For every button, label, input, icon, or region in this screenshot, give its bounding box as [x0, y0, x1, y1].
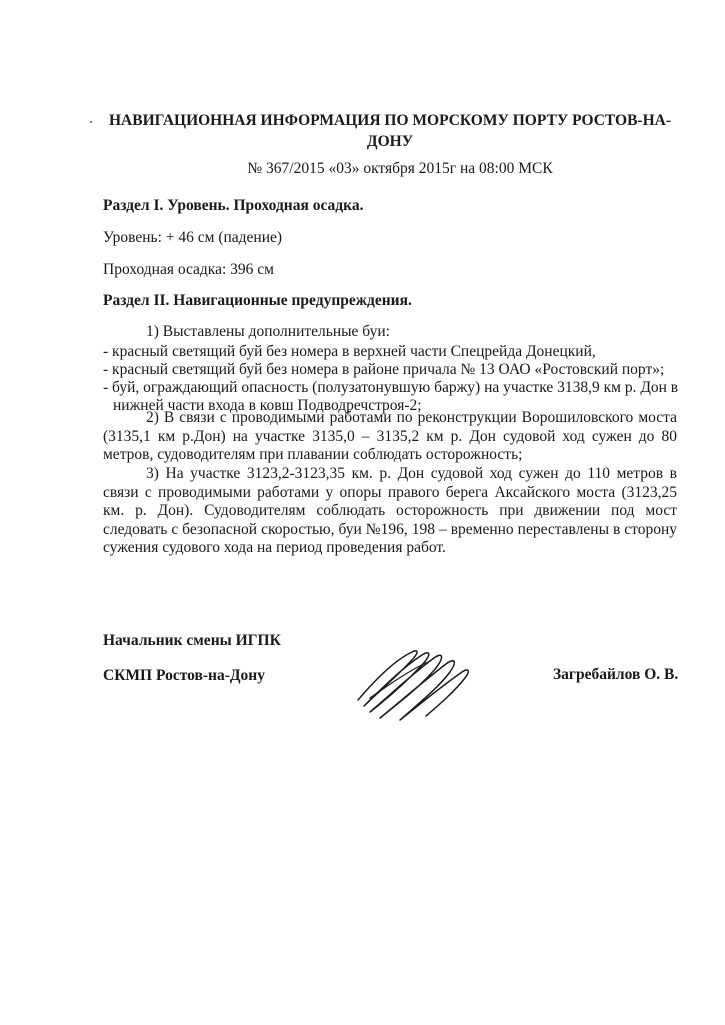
scan-speck	[90, 121, 92, 123]
water-level-line: Уровень: + 46 см (падение)	[103, 229, 283, 246]
signer-organization: СКМП Ростов-на-Дону	[103, 667, 265, 684]
item-1-intro: 1) Выставлены дополнительные буи:	[146, 323, 390, 340]
item-2-paragraph: 2) В связи с проводимыми работами по реконструкции Ворошиловского моста (3135,1 км р.Дон) на участке 3135,0 – 3135,2 км р. Дон судовой ход сужен до 80 метров, судоводителям при плавании соблюдать осторожность;	[103, 409, 677, 464]
signer-name: Загребайлов О. В.	[553, 666, 679, 683]
document-number-date: № 367/2015 «03» октября 2015г на 08:00 МСК	[247, 160, 553, 177]
item-3-paragraph: 3) На участке 3123,2-3123,35 км. р. Дон судовой ход сужен до 110 метров в связи с проводимыми работами у опоры правого берега Аксайского моста (3123,25 км. р. Дон). Судоводителям соблюдать осторожность при движении под мост следовать с безопасной скоростью, буи №196, 198 – временно переставлены в сторону сужения судового хода на период проведения работ.	[103, 465, 677, 557]
buoy-bullet-3-cont: нижней части входа в ковш Подводречстроя-2;	[113, 397, 422, 414]
document-title: НАВИГАЦИОННАЯ ИНФОРМАЦИЯ ПО МОРСКОМУ ПОРТУ РОСТОВ-НА-ДОНУ	[109, 112, 671, 150]
passage-draft-line: Проходная осадка: 396 см	[103, 261, 274, 278]
signer-position: Начальник смены ИГПК	[103, 632, 281, 649]
buoy-bullet-3: - буй, ограждающий опасность (полузатонувшую баржу) на участке 3138,9 км р. Дон в	[103, 379, 679, 396]
section-2-heading: Раздел II. Навигационные предупреждения.	[103, 292, 412, 309]
handwritten-signature	[350, 640, 500, 725]
section-1-heading: Раздел I. Уровень. Проходная осадка.	[103, 197, 364, 214]
buoy-bullet-1: - красный светящий буй без номера в верхней части Спецрейда Донецкий,	[103, 343, 596, 360]
buoy-bullet-2: - красный светящий буй без номера в районе причала № 13 ОАО «Ростовский порт»;	[103, 361, 665, 378]
